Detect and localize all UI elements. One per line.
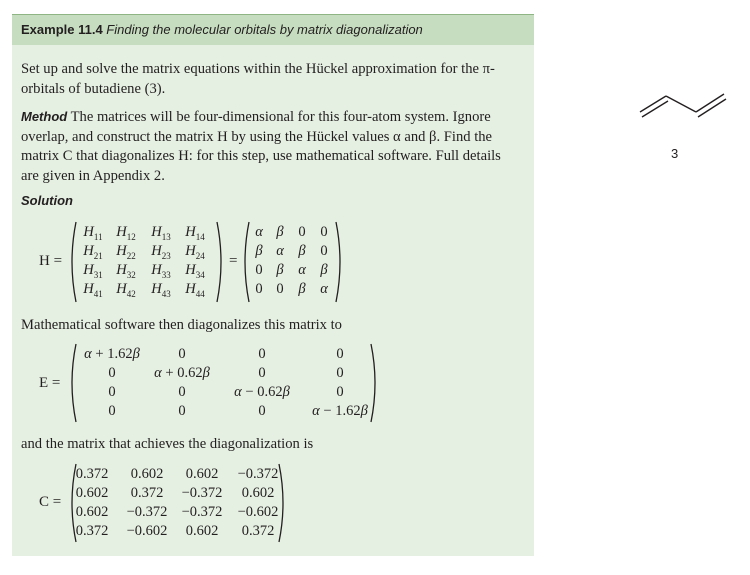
method-label: Method [21, 109, 68, 124]
example-number: Example 11.4 [21, 22, 103, 37]
h-numeric-cell: 0 [276, 281, 284, 297]
c-matrix-cell: −0.372 [126, 504, 168, 520]
h-symbolic-cell: $H_{13}$ [151, 224, 171, 242]
butadiene-structure-icon [638, 86, 730, 122]
method-line-2: overlap, and construct the matrix H by using the Hückel values α and β. Find the [21, 128, 493, 145]
h-numeric-cell: 0 [255, 262, 263, 278]
h-numeric-cell: 0 [320, 224, 328, 240]
example-heading [21, 22, 423, 37]
h-numeric-cell: 0 [320, 243, 328, 259]
c-matrix-cell: 0.602 [241, 485, 275, 501]
c-matrix-cell: 0.372 [75, 523, 109, 539]
h-numeric-cell: β [276, 262, 284, 278]
h-numeric-cell: α [276, 243, 284, 259]
h-symbolic-cell: $H_{12}$ [116, 224, 136, 242]
c-matrix-cell: 0.372 [75, 466, 109, 482]
h-numeric-cell: 0 [255, 281, 263, 297]
e-matrix-cell: 0 [258, 365, 266, 381]
c-matrix-cell: −0.372 [181, 485, 223, 501]
h-symbolic-matrix [78, 224, 215, 304]
c-matrix-cell: −0.372 [181, 504, 223, 520]
c-matrix-cell: 0.372 [130, 485, 164, 501]
compound-label: 3 [671, 146, 679, 161]
c-matrix-cell: 0.602 [185, 466, 219, 482]
h-symbolic-cell: $H_{24}$ [185, 243, 205, 261]
method-line-1 [21, 107, 529, 128]
h-symbolic-cell: $H_{44}$ [185, 281, 205, 299]
solution-label: Solution [21, 193, 73, 208]
method-line-3: matrix C that diagonalizes H: for this step, use mathematical software. Full details [21, 148, 501, 165]
intro-line-1: Set up and solve the matrix equations within the Hückel approximation for the π- [21, 61, 495, 77]
h-symbolic-cell: $H_{31}$ [83, 262, 103, 280]
e-matrix-cell: 0 [336, 346, 344, 362]
e-matrix-cell: α − 0.62β [234, 384, 290, 400]
h-symbolic-cell: $H_{34}$ [185, 262, 205, 280]
e-matrix-cell: 0 [336, 384, 344, 400]
h-symbolic-cell: $H_{43}$ [151, 281, 171, 299]
e-matrix-cell: 0 [178, 384, 186, 400]
h-left-paren [66, 220, 78, 304]
e-matrix-cell: α − 1.62β [312, 403, 368, 419]
h-symbolic-cell: $H_{21}$ [83, 243, 103, 261]
h-numeric-cell: α [298, 262, 306, 278]
method-line-4: are given in Appendix 2. [21, 167, 165, 184]
intro-line-2: orbitals of butadiene (3). [21, 80, 166, 97]
h-numeric-cell: β [298, 243, 306, 259]
h-symbolic-cell: $H_{41}$ [83, 281, 103, 299]
c-matrix-cell: 0.602 [130, 466, 164, 482]
c-matrix-cell: 0.602 [185, 523, 219, 539]
c-lhs: C = [39, 494, 62, 510]
e-matrix-cell: 0 [108, 384, 116, 400]
c-matrix-cell: −0.602 [237, 504, 279, 520]
e-matrix-cell: 0 [108, 365, 116, 381]
h-symbolic-cell: $H_{14}$ [185, 224, 205, 242]
h-symbolic-cell: $H_{22}$ [116, 243, 136, 261]
e-lhs: E = [39, 375, 61, 391]
e-matrix [72, 346, 372, 424]
method-text-1: The matrices will be four-dimensional for this four-atom system. Ignore [70, 109, 491, 125]
c-matrix-cell: 0.602 [75, 485, 109, 501]
c-matrix-cell: 0.602 [75, 504, 109, 520]
h-symbolic-cell: $H_{23}$ [151, 243, 171, 261]
c-matrix-cell: −0.602 [126, 523, 168, 539]
h-equals: = [229, 253, 238, 269]
h-numeric-cell: α [255, 224, 263, 240]
e-matrix-cell: 0 [108, 403, 116, 419]
intro-paragraph [21, 60, 529, 99]
h-symbolic-cell: $H_{32}$ [116, 262, 136, 280]
e-matrix-cell: 0 [336, 365, 344, 381]
h-symbolic-cell: $H_{42}$ [116, 281, 136, 299]
c-matrix-cell: −0.372 [237, 466, 279, 482]
c-matrix [72, 466, 282, 544]
h-numeric-cell: β [276, 224, 284, 240]
method-paragraph [21, 107, 529, 186]
c-matrix-cell: 0.372 [241, 523, 275, 539]
h-numeric-cell: α [320, 281, 328, 297]
e-matrix-cell: α + 0.62β [154, 365, 210, 381]
h-symbolic-cell: $H_{11}$ [83, 224, 103, 242]
h-symbolic-cell: $H_{33}$ [151, 262, 171, 280]
e-matrix-cell: 0 [178, 403, 186, 419]
achieve-text: and the matrix that achieves the diagonalization is [21, 436, 314, 452]
h-right-paren [215, 220, 227, 304]
h-lhs: H = [39, 253, 63, 269]
example-title: Finding the molecular orbitals by matrix diagonalization [106, 22, 423, 37]
e-matrix-cell: 0 [258, 346, 266, 362]
h-numeric-cell: β [298, 281, 306, 297]
h-numeric-cell: β [320, 262, 328, 278]
e-matrix-cell: α + 1.62β [84, 346, 140, 362]
diag-text: Mathematical software then diagonalizes this matrix to [21, 317, 342, 333]
h-numeric-cell: 0 [298, 224, 306, 240]
e-matrix-cell: 0 [178, 346, 186, 362]
e-matrix-cell: 0 [258, 403, 266, 419]
h-numeric-matrix [249, 224, 339, 304]
h-numeric-cell: β [255, 243, 263, 259]
